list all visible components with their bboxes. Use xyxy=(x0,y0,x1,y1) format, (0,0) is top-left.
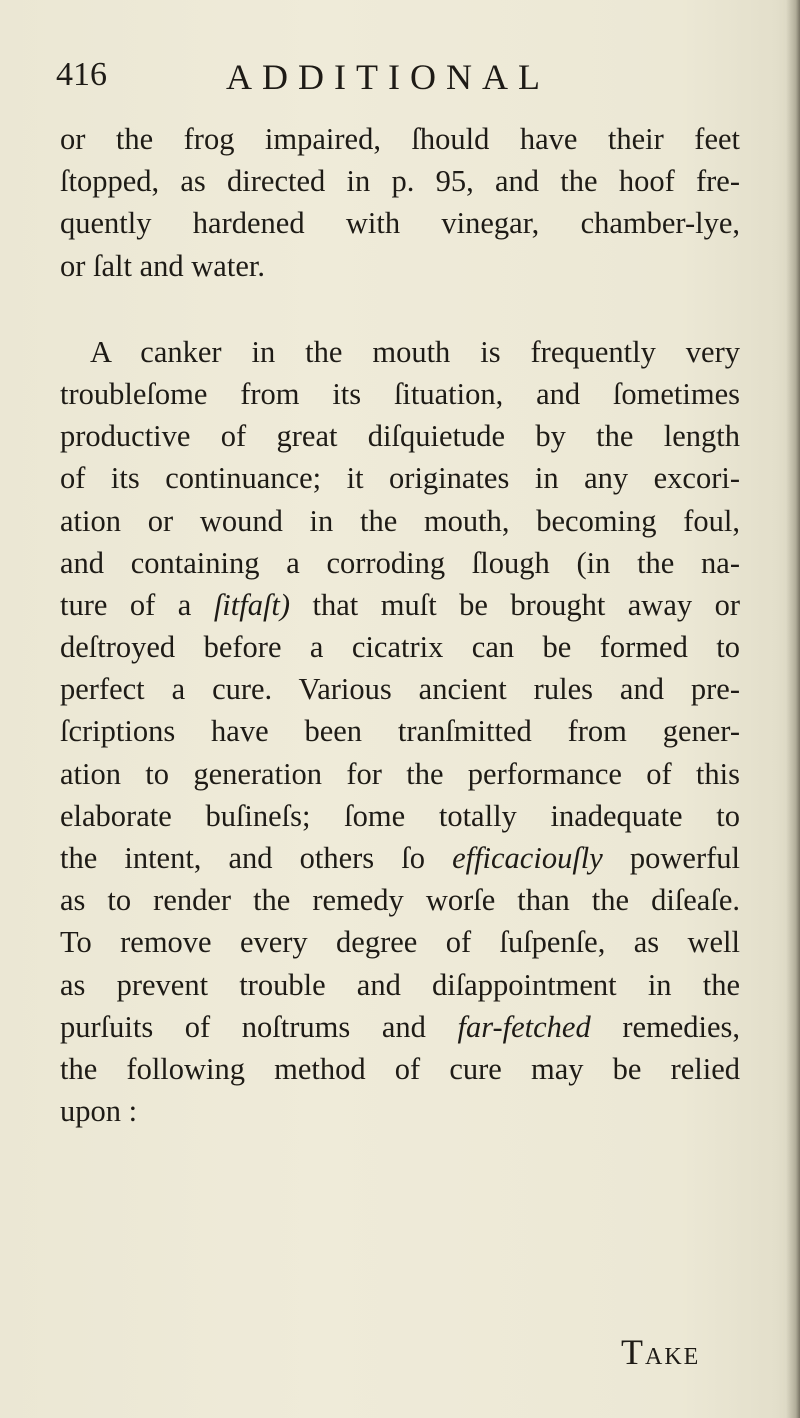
page-number: 416 xyxy=(56,56,107,93)
text-line: the following method of cure may be relied xyxy=(60,1051,740,1086)
text-line: as to render the remedy worſe than the diſeaſe. xyxy=(60,883,740,918)
line-rest: that muſt be brought away or xyxy=(312,587,741,622)
text-line: ſtopped, as directed in p. 95, and the hoof fre- xyxy=(60,164,740,199)
italic-term: ſitfaſt) xyxy=(213,587,291,622)
catchword xyxy=(621,1331,700,1373)
text-line: ſcriptions have been tranſmitted from gener- xyxy=(60,714,740,749)
italic-term: efficaciouſly xyxy=(452,841,603,875)
line-prefix: purſuits of noſtrums and xyxy=(60,1009,426,1044)
text-line: or the frog impaired, ſhould have their feet xyxy=(60,122,740,156)
text-line: ation or wound in the mouth, becoming foul, xyxy=(60,503,740,538)
text-line: troubleſome from its ſituation, and ſometimes xyxy=(60,376,740,411)
text-line xyxy=(60,584,740,626)
paragraph-gap xyxy=(60,287,740,331)
running-head: ADDITIONAL xyxy=(226,57,550,97)
text-line: ation to generation for the performance of this xyxy=(60,756,740,791)
text-line: or ſalt and water. xyxy=(60,248,265,283)
catchword-initial: T xyxy=(621,1332,645,1372)
catchword-rest: AKE xyxy=(645,1344,701,1370)
line-prefix: the intent, and others ſo xyxy=(60,841,425,875)
text-line: deſtroyed before a cicatrix can be formed to xyxy=(60,630,740,665)
line-prefix: ture of a xyxy=(60,587,192,622)
text-line: and containing a corroding ſlough (in the na- xyxy=(60,545,740,580)
page-header xyxy=(56,56,656,108)
page-gutter-shadow xyxy=(786,0,800,1418)
italic-term: far-fetched xyxy=(457,1009,591,1044)
body-text xyxy=(60,118,740,1132)
text-line xyxy=(60,837,740,879)
line-rest: remedies, xyxy=(622,1009,741,1044)
text-line: quently hardened with vinegar, chamber-lye, xyxy=(60,206,740,241)
text-line: upon : xyxy=(60,1094,138,1129)
text-line: perfect a cure. Various ancient rules and pre- xyxy=(60,672,740,707)
text-line: To remove every degree of ſuſpenſe, as well xyxy=(60,925,740,960)
text-line: of its continuance; it originates in any excori- xyxy=(60,461,740,496)
text-line: A canker in the mouth is frequently very xyxy=(90,334,740,369)
line-rest: powerful xyxy=(629,841,741,875)
text-line: productive of great diſquietude by the length xyxy=(60,419,740,454)
text-line: as prevent trouble and diſappointment in the xyxy=(60,967,740,1002)
text-line: elaborate buſineſs; ſome totally inadequate to xyxy=(60,798,740,833)
text-line xyxy=(60,1006,740,1048)
